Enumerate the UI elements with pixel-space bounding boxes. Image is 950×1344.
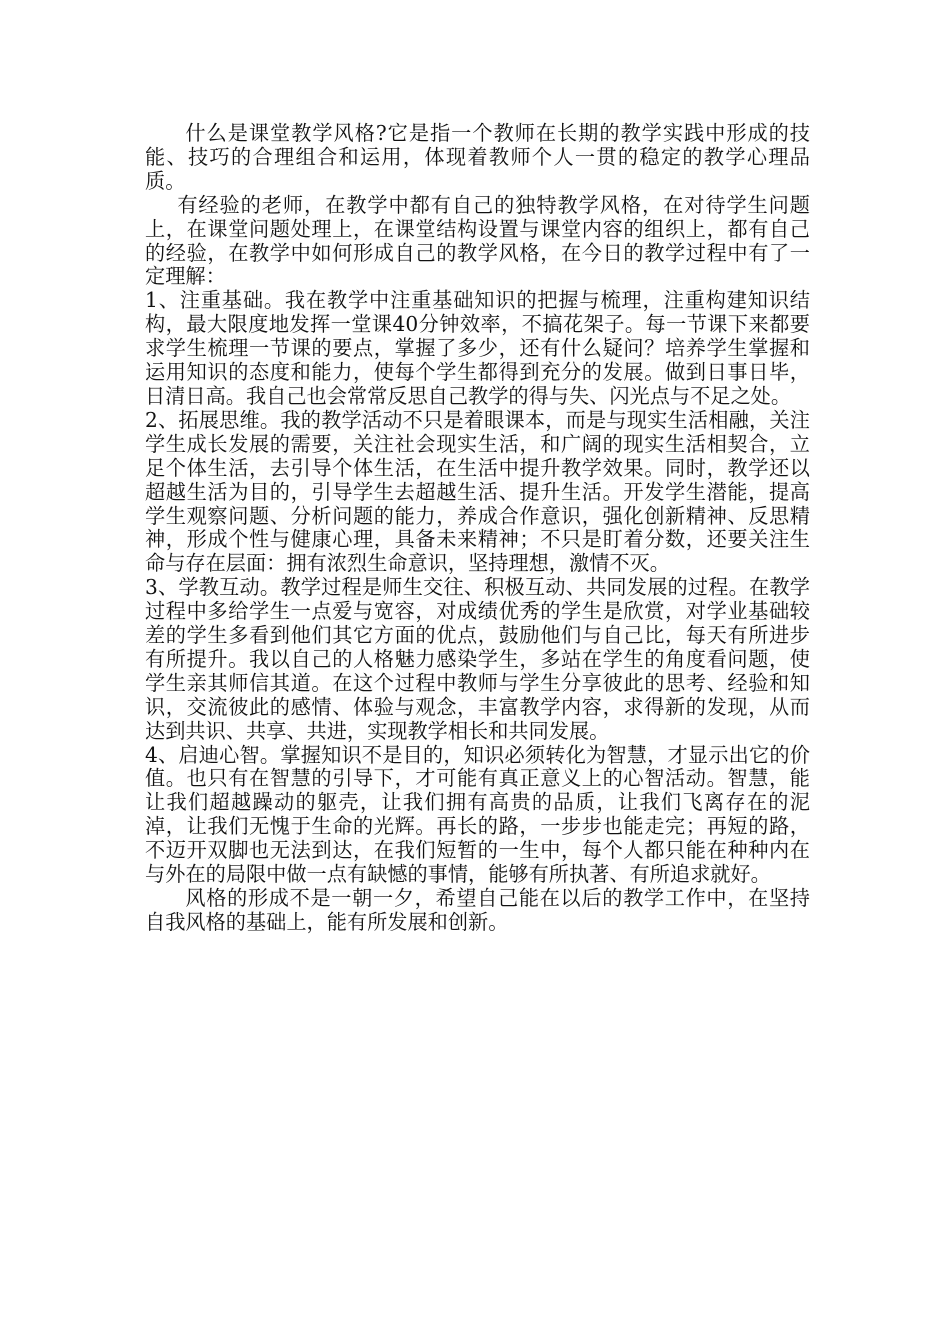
paragraph-point-2: 2、拓展思维。我的教学活动不只是着眼课本，而是与现实生活相融，关注学生成长发展的需要，关注社会现实生活，和广阔的现实生活相契合，立足个体生活，去引导个体生活，在生活中提升教学效果。同时，教学还以超越生活为目的，引导学生去超越生活、提升生活。开发学生潜能，提高学生观察问题、分析问题的能力，养成合作意识，强化创新精神、反思精神，形成个性与健康心理，具备未来精神；不只是盯着分数，还要关注生命与存在层面：拥有浓烈生命意识，坚持理想，激情不灭。 bbox=[145, 407, 810, 576]
paragraph-point-4: 4、启迪心智。掌握知识不是目的，知识必须转化为智慧，才显示出它的价值。也只有在智慧的引导下，才可能有真正意义上的心智活动。智慧，能让我们超越躁动的躯壳，让我们拥有高贵的品质，让我们飞离存在的泥淖，让我们无愧于生命的光辉。再长的路，一步步也能走完；再短的路，不迈开双脚也无法到达，在我们短暂的一生中，每个人都只能在种种内在与外在的局限中做一点有缺憾的事情，能够有所执著、有所追求就好。 bbox=[145, 742, 810, 887]
document-body bbox=[145, 122, 810, 935]
paragraph-conclusion: 风格的形成不是一朝一夕，希望自己能在以后的教学工作中，在坚持自我风格的基础上，能有所发展和创新。 bbox=[145, 886, 810, 934]
paragraph-point-3: 3、学教互动。教学过程是师生交往、积极互动、共同发展的过程。在教学过程中多给学生一点爱与宽容，对成绩优秀的学生是欣赏，对学业基础较差的学生多看到他们其它方面的优点，鼓励他们与自己比，每天有所进步有所提升。我以自己的人格魅力感染学生，多站在学生的角度看问题，使学生亲其师信其道。在这个过程中教师与学生分享彼此的思考、经验和知识，交流彼此的感情、体验与观念，丰富教学内容，求得新的发现，从而达到共识、共享、共进，实现教学相长和共同发展。 bbox=[145, 575, 810, 743]
paragraph-point-1: 1、注重基础。我在教学中注重基础知识的把握与梳理，注重构建知识结构，最大限度地发挥一堂课40分钟效率，不搞花架子。每一节课下来都要求学生梳理一节课的要点，掌握了多少，还有什么疑问？培养学生掌握和运用知识的态度和能力，使每个学生都得到充分的发展。做到日事日毕，日清日高。我自己也会常常反思自己教学的得与失、闪光点与不足之处。 bbox=[145, 288, 810, 408]
paragraph-experience: 有经验的老师，在教学中都有自己的独特教学风格，在对待学生问题上，在课堂问题处理上，在课堂结构设置与课堂内容的组织上，都有自己的经验，在教学中如何形成自己的教学风格，在今日的教学过程中有了一定理解： bbox=[145, 192, 810, 289]
paragraph-intro: 什么是课堂教学风格?它是指一个教师在长期的教学实践中形成的技能、技巧的合理组合和运用，体现着教师个人一贯的稳定的教学心理品质。 bbox=[145, 121, 810, 193]
